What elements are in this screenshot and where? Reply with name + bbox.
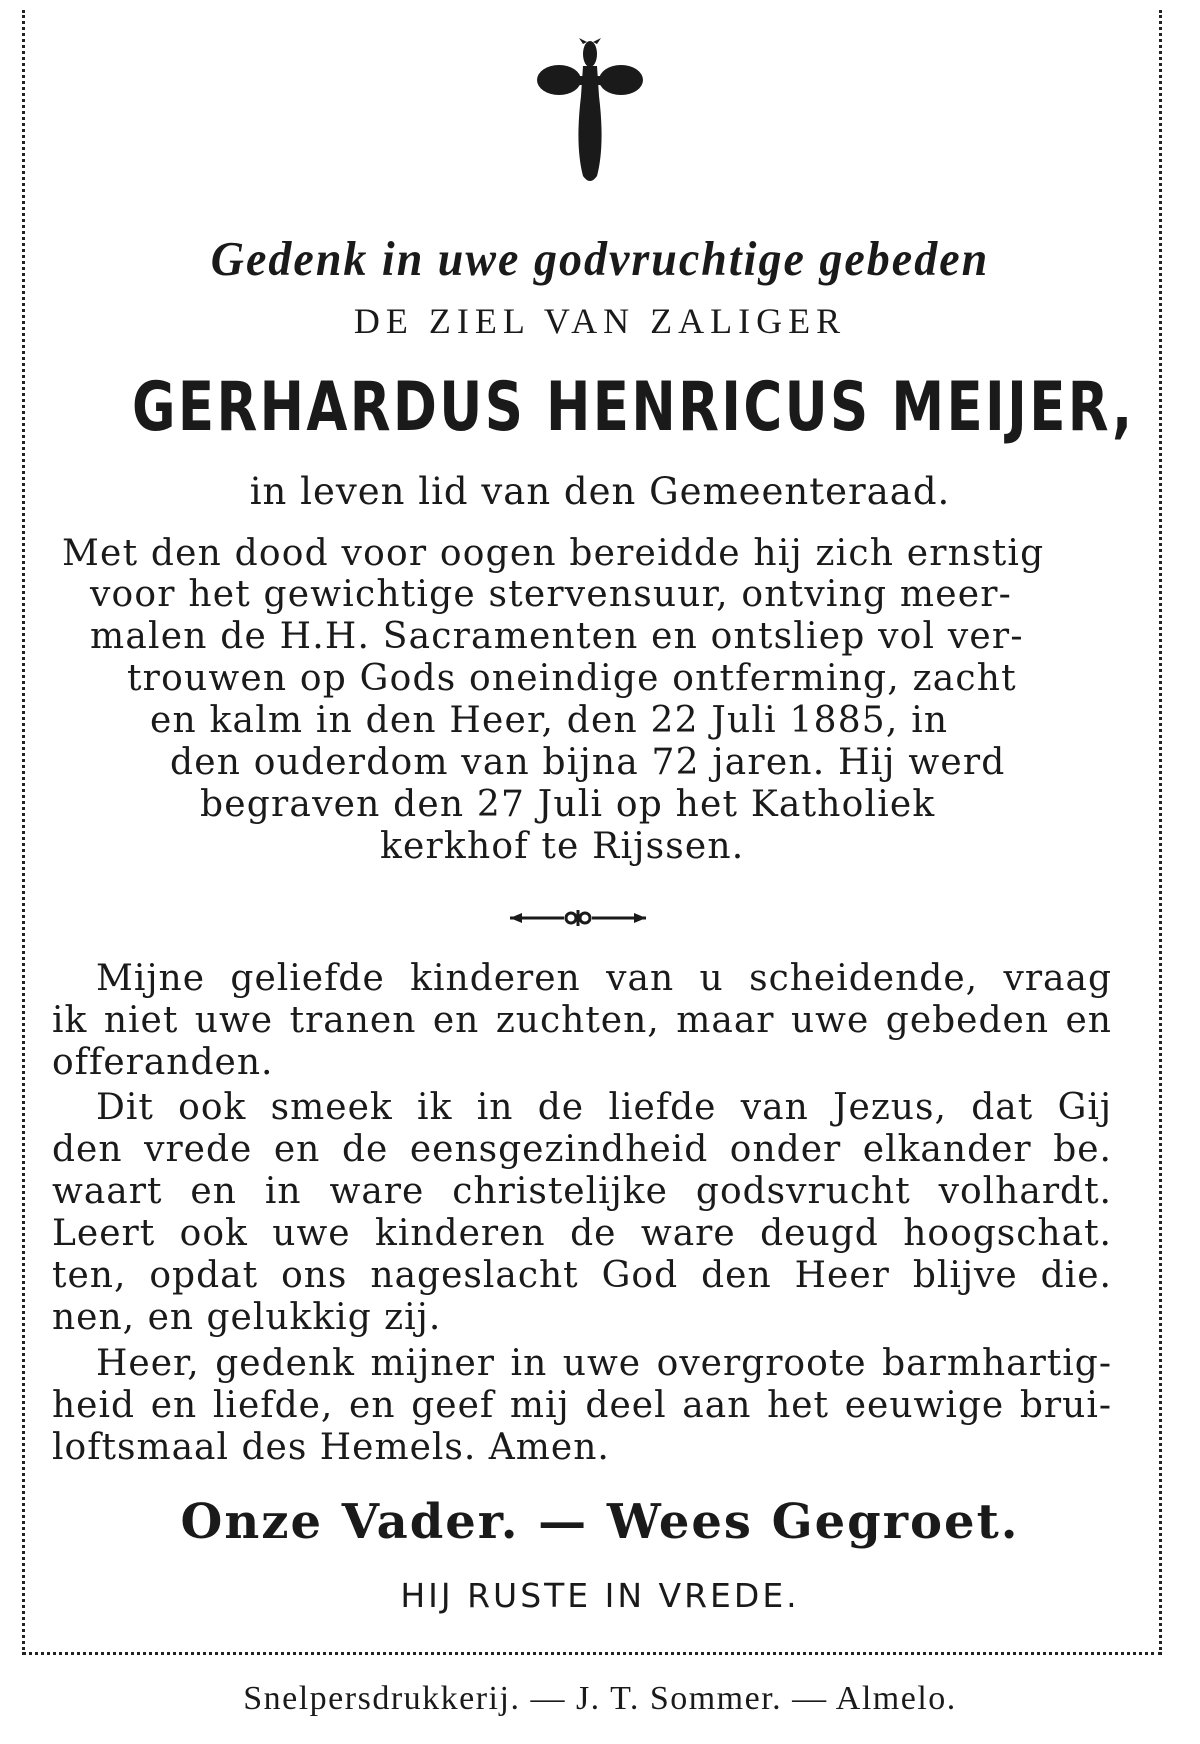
paragraph-line: Dit ook smeek ik in de liefde van Jezus, dat Gij [96, 1087, 1112, 1128]
paragraph-children [52, 958, 1112, 1084]
paragraph-line: Mijne geliefde kinderen van u scheidende, vraag [96, 958, 1112, 999]
ornamental-cross-icon [535, 36, 645, 186]
printer-imprint: Snelpersdrukkerij. — J. T. Sommer. — Almelo. [243, 1680, 957, 1717]
bio-line: malen de H.H. Sacramenten en ontsliep vol ver- [90, 616, 1024, 657]
deceased-name: GERHARDUS HENRICUS MEIJER, [132, 368, 1135, 447]
bio-line: trouwen op Gods oneindige ontferming, zacht [127, 658, 1017, 699]
paragraph-line: offeranden. [52, 1042, 274, 1083]
paragraph-line: nen, en gelukkig zij. [52, 1297, 442, 1338]
paragraph-peace [52, 1087, 1112, 1339]
closing-prayer: Onze Vader. — Wees Gegroet. [180, 1494, 1020, 1550]
bio-line: kerkhof te Rijssen. [380, 826, 745, 867]
paragraph-line: den vrede en de eensgezindheid onder elkander be. [52, 1129, 1112, 1170]
soul-line: DE ZIEL VAN ZALIGER [353, 301, 847, 341]
function-line: in leven lid van den Gemeenteraad. [249, 470, 951, 513]
paragraph-line: Heer, gedenk mijner in uwe overgroote barmhartig- [96, 1343, 1112, 1384]
paragraph-line: heid en liefde, en geef mij deel aan het eeuwige brui- [52, 1385, 1112, 1426]
bio-line: den ouderdom van bijna 72 jaren. Hij werd [170, 742, 1006, 783]
bio-line: begraven den 27 Juli op het Katholiek [200, 784, 936, 825]
ornament-divider-icon [508, 906, 648, 930]
paragraph-line: waart en in ware christelijke godsvrucht volhardt. [52, 1171, 1112, 1212]
bio-line: en kalm in den Heer, den 22 Juli 1885, in [150, 700, 949, 741]
paragraph-line: ten, opdat ons nageslacht God den Heer blijve die. [52, 1255, 1112, 1296]
bio-line: voor het gewichtige stervensuur, ontving meer- [90, 574, 1012, 615]
paragraph-line: Leert ook uwe kinderen de ware deugd hoogschat. [52, 1213, 1112, 1254]
paragraph-line: loftsmaal des Hemels. Amen. [52, 1427, 610, 1468]
bio-line: Met den dood voor oogen bereidde hij zich ernstig [62, 533, 1045, 574]
invocation-heading: Gedenk in uwe godvruchtige gebeden [210, 231, 990, 286]
paragraph-line: ik niet uwe tranen en zuchten, maar uwe gebeden en [52, 1000, 1112, 1041]
paragraph-prayer-request [52, 1343, 1112, 1469]
rest-in-peace: HIJ RUSTE IN VREDE. [400, 1576, 800, 1615]
